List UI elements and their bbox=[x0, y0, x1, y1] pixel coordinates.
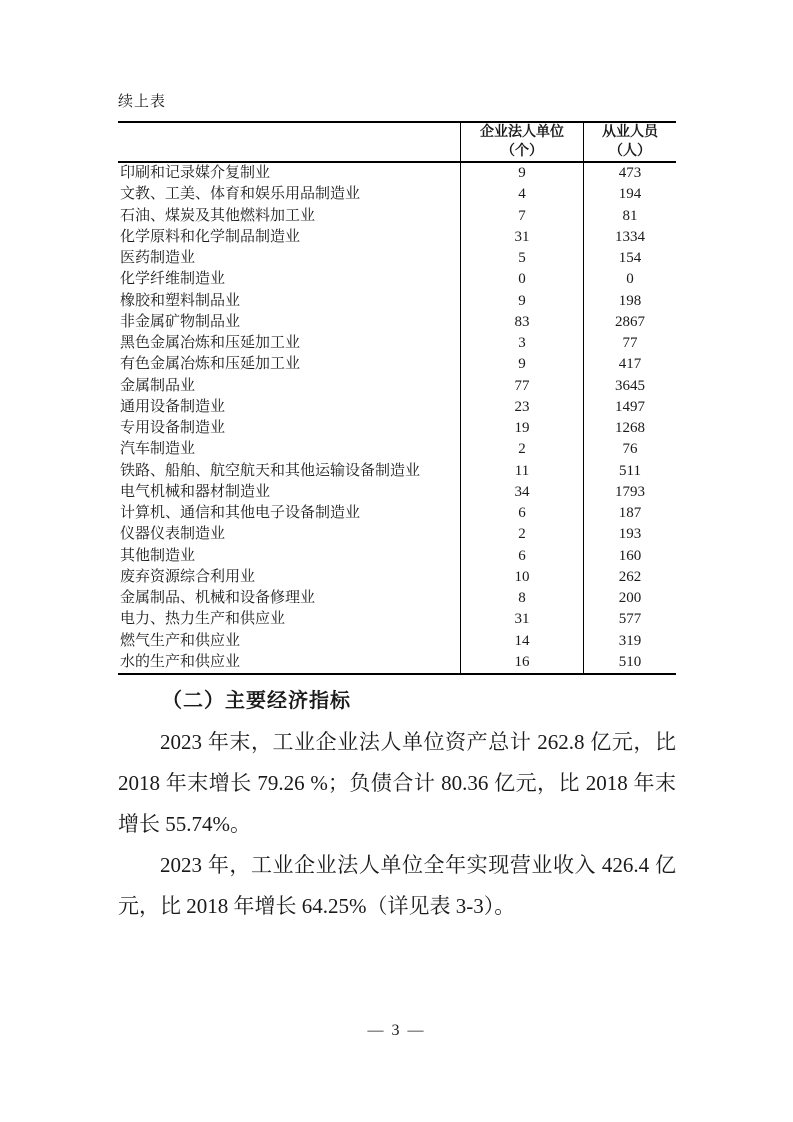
table-row bbox=[118, 312, 676, 333]
industry-label: 专用设备制造业 bbox=[120, 420, 226, 436]
industry-label: 化学纤维制造业 bbox=[120, 271, 226, 288]
section-heading: （二）主要经济指标 bbox=[162, 688, 351, 712]
industry-label: 其他制造业 bbox=[120, 547, 196, 564]
table-row bbox=[118, 333, 676, 354]
units-value: 23 bbox=[460, 397, 583, 418]
industry-label: 非金属矿物制品业 bbox=[120, 313, 241, 330]
units-value: 0 bbox=[460, 269, 583, 290]
employees-value: 194 bbox=[583, 184, 676, 205]
industry-table bbox=[118, 121, 676, 675]
employees-value: 77 bbox=[583, 333, 676, 354]
employees-value: 154 bbox=[583, 248, 676, 269]
units-value: 2 bbox=[460, 439, 583, 460]
employees-value: 200 bbox=[583, 588, 676, 609]
employees-value: 511 bbox=[583, 461, 676, 482]
table-row bbox=[118, 631, 676, 652]
table-row bbox=[118, 567, 676, 588]
table-row bbox=[118, 418, 676, 439]
employees-value: 187 bbox=[583, 503, 676, 524]
table-header-employees-line1: 从业人员 bbox=[602, 124, 658, 140]
employees-value: 76 bbox=[583, 439, 676, 460]
table-header-units bbox=[460, 123, 583, 161]
employees-value: 1268 bbox=[583, 418, 676, 439]
employees-value: 2867 bbox=[583, 312, 676, 333]
paragraph-line: 2023 年，工业企业法人单位全年实现营业收入 426.4 亿 bbox=[160, 853, 676, 877]
units-value: 14 bbox=[460, 631, 583, 652]
table-row bbox=[118, 482, 676, 503]
industry-label: 金属制品业 bbox=[120, 377, 196, 394]
industry-label: 计算机、通信和其他电子设备制造业 bbox=[120, 505, 361, 521]
paragraph-line: 2018 年末增长 79.26 %；负债合计 80.36 亿元，比 2018 年末 bbox=[118, 771, 676, 795]
table-row bbox=[118, 354, 676, 375]
employees-value: 510 bbox=[583, 652, 676, 673]
industry-label: 汽车制造业 bbox=[120, 441, 196, 458]
employees-value: 81 bbox=[583, 206, 676, 227]
employees-value: 262 bbox=[583, 567, 676, 588]
table-continued-label: 续上表 bbox=[118, 94, 167, 110]
industry-label: 铁路、船舶、航空航天和其他运输设备制造业 bbox=[120, 462, 421, 479]
table-row bbox=[118, 269, 676, 290]
industry-label: 医药制造业 bbox=[120, 250, 196, 266]
table-header-row bbox=[118, 123, 676, 163]
table-row bbox=[118, 439, 676, 460]
table-row bbox=[118, 248, 676, 269]
industry-label: 电气机械和器材制造业 bbox=[120, 483, 271, 500]
industry-label: 石油、煤炭及其他燃料加工业 bbox=[120, 207, 316, 224]
page-number: — 3 — bbox=[367, 1022, 426, 1039]
employees-value: 1497 bbox=[583, 397, 676, 418]
paragraph-line: 元，比 2018 年增长 64.25%（详见表 3-3）。 bbox=[118, 894, 516, 918]
table-row bbox=[118, 227, 676, 248]
table-row bbox=[118, 397, 676, 418]
industry-label: 橡胶和塑料制品业 bbox=[120, 292, 241, 309]
units-value: 9 bbox=[460, 354, 583, 375]
units-value: 5 bbox=[460, 248, 583, 269]
units-value: 9 bbox=[460, 291, 583, 312]
units-value: 9 bbox=[460, 163, 583, 184]
units-value: 8 bbox=[460, 588, 583, 609]
employees-value: 198 bbox=[583, 291, 676, 312]
table-header-employees-line2: （人） bbox=[609, 143, 651, 159]
table-header-units-line1: 企业法人单位 bbox=[480, 124, 564, 140]
table-row bbox=[118, 184, 676, 205]
industry-label: 有色金属冶炼和压延加工业 bbox=[120, 356, 301, 373]
industry-label: 印刷和记录媒介复制业 bbox=[120, 165, 271, 181]
table-header-units-line2: （个） bbox=[501, 143, 543, 159]
table-row bbox=[118, 524, 676, 545]
units-value: 2 bbox=[460, 524, 583, 545]
paragraph-revenue bbox=[118, 845, 676, 927]
employees-value: 3645 bbox=[583, 376, 676, 397]
table-row bbox=[118, 609, 676, 630]
employees-value: 473 bbox=[583, 163, 676, 184]
industry-label: 文教、工美、体育和娱乐用品制造业 bbox=[120, 186, 361, 203]
table-row bbox=[118, 503, 676, 524]
table-row bbox=[118, 376, 676, 397]
table-row bbox=[118, 588, 676, 609]
units-value: 6 bbox=[460, 546, 583, 567]
table-header-employees bbox=[583, 123, 676, 161]
industry-label: 通用设备制造业 bbox=[120, 398, 226, 415]
employees-value: 577 bbox=[583, 609, 676, 630]
industry-label: 金属制品、机械和设备修理业 bbox=[120, 590, 316, 606]
paragraph-line: 2023 年末，工业企业法人单位资产总计 262.8 亿元，比 bbox=[160, 730, 676, 754]
units-value: 7 bbox=[460, 206, 583, 227]
table-row bbox=[118, 206, 676, 227]
industry-label: 化学原料和化学制品制造业 bbox=[120, 228, 301, 245]
industry-label: 废弃资源综合利用业 bbox=[120, 568, 256, 585]
units-value: 10 bbox=[460, 567, 583, 588]
units-value: 77 bbox=[460, 376, 583, 397]
table-row bbox=[118, 291, 676, 312]
industry-label: 电力、热力生产和供应业 bbox=[120, 611, 286, 628]
units-value: 34 bbox=[460, 482, 583, 503]
employees-value: 417 bbox=[583, 354, 676, 375]
units-value: 11 bbox=[460, 461, 583, 482]
table-header-empty-cell bbox=[118, 123, 460, 161]
employees-value: 1793 bbox=[583, 482, 676, 503]
units-value: 83 bbox=[460, 312, 583, 333]
paragraph-line: 增长 55.74%。 bbox=[118, 812, 251, 836]
table-row bbox=[118, 652, 676, 673]
table-row bbox=[118, 461, 676, 482]
units-value: 3 bbox=[460, 333, 583, 354]
table-row bbox=[118, 546, 676, 567]
employees-value: 0 bbox=[583, 269, 676, 290]
units-value: 31 bbox=[460, 609, 583, 630]
economic-indicators-section bbox=[118, 686, 676, 927]
employees-value: 160 bbox=[583, 546, 676, 567]
industry-label: 黑色金属冶炼和压延加工业 bbox=[120, 335, 301, 351]
units-value: 6 bbox=[460, 503, 583, 524]
paragraph-assets-liabilities bbox=[118, 722, 676, 845]
industry-label: 燃气生产和供应业 bbox=[120, 632, 241, 649]
industry-label: 仪器仪表制造业 bbox=[120, 526, 226, 543]
industry-label: 水的生产和供应业 bbox=[120, 653, 241, 670]
table-row bbox=[118, 163, 676, 184]
industry-table-body bbox=[118, 163, 676, 673]
employees-value: 1334 bbox=[583, 227, 676, 248]
employees-value: 193 bbox=[583, 524, 676, 545]
units-value: 31 bbox=[460, 227, 583, 248]
units-value: 16 bbox=[460, 652, 583, 673]
units-value: 4 bbox=[460, 184, 583, 205]
employees-value: 319 bbox=[583, 631, 676, 652]
units-value: 19 bbox=[460, 418, 583, 439]
